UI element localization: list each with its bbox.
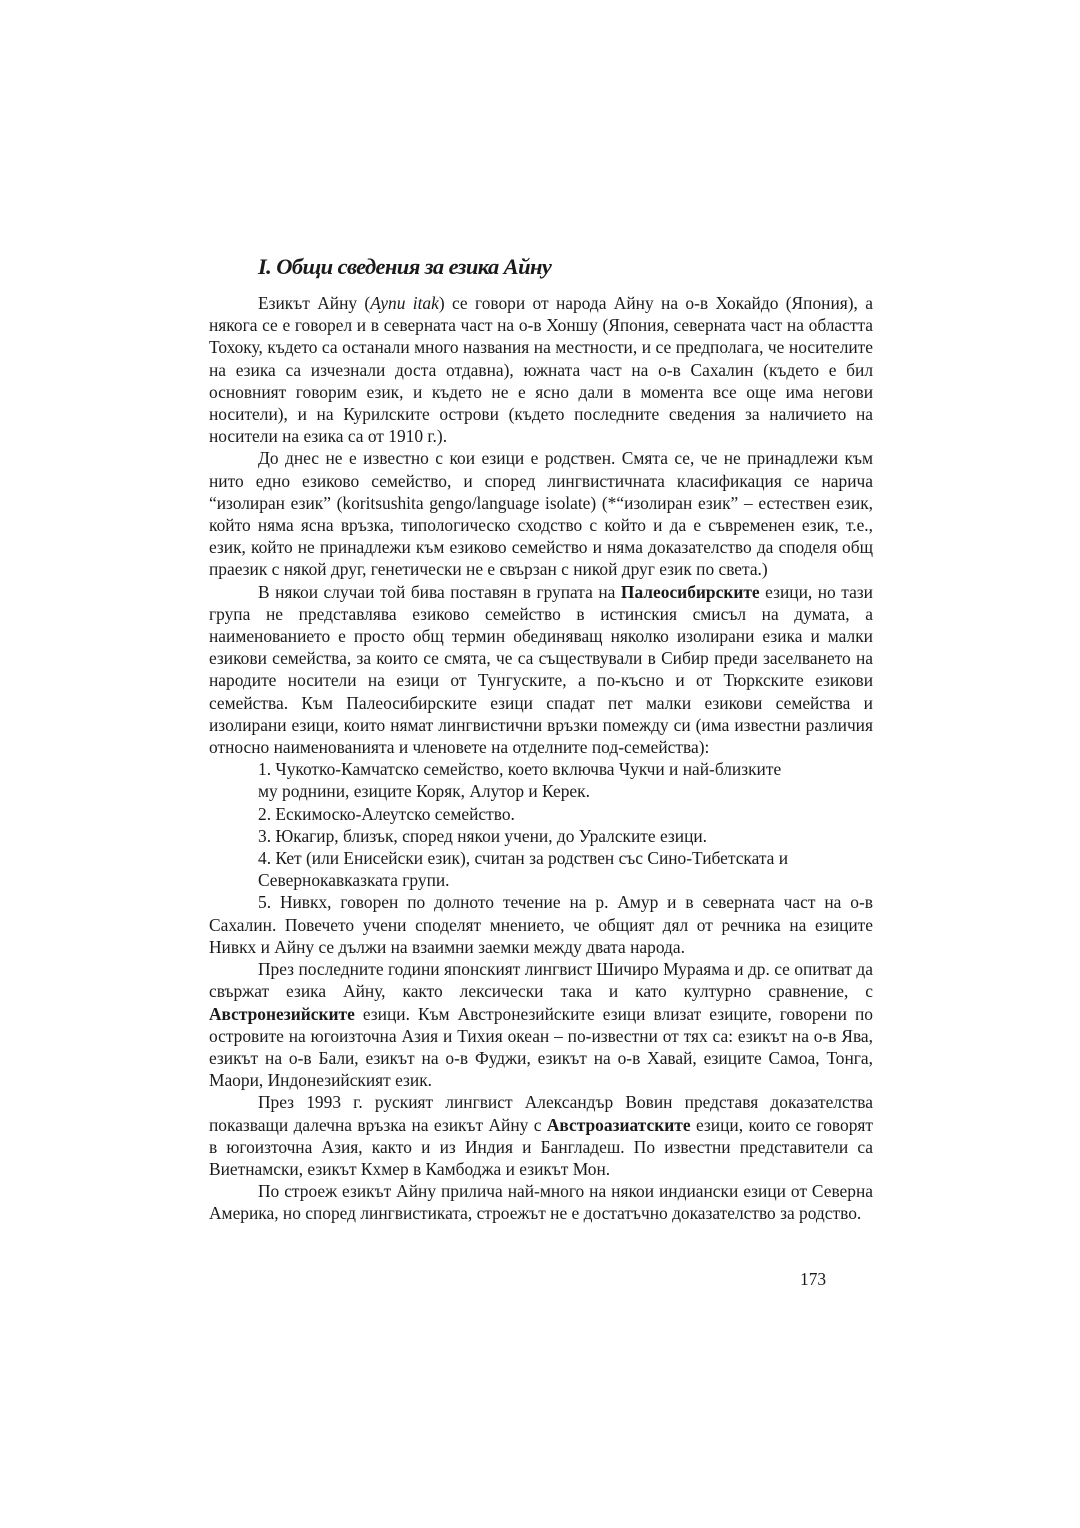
austroasiatic-term: Австроазиатските: [546, 1114, 691, 1135]
paragraph-5: [209, 1091, 873, 1180]
paragraph-4: [209, 958, 873, 1091]
paragraph-5-text-a: През 1993 г. руският лингвист Александър Вовин представя доказателства показващи далечна връзка на езикът Айну с: [209, 1092, 873, 1135]
list-item-1-line-2: му роднини, езиците Коряк, Алутор и Керек.: [258, 781, 590, 802]
list-item-3: 3. Юкагир, близък, според някои учени, до Уралските езици.: [258, 825, 708, 846]
paragraph-1: [209, 292, 873, 447]
paragraph-3-text-b: езици, но тази група не представлява езиково семейство в истинския смисъл на думата, а наименованието е просто общ термин обединяващ няколко изолирани езика и малки езикови семейства, за които се смята, че са съществували в Сибир преди заселването на народите носители на езици от Тунгуските, а по-късно и от Тюркските езикови семейства. Към Палеосибирските езици спадат пет малки езикови семейства и изолирани езици, които нямат лингвистични връзки помежду си (има известни различия относно наименованията и членовете на отделните под-семейства):: [209, 581, 873, 758]
paragraph-6: По строеж езикът Айну прилича най-много на някои индиански езици от Северна Америка, но според лингвистиката, строежът не е достатъчно доказателство за родство.: [209, 1181, 873, 1224]
list-item-2: 2. Ескимоско-Алеутско семейство.: [258, 803, 515, 824]
list-item-4-line-2: Севернокавказката групи.: [258, 870, 450, 891]
section-heading: I. Общи сведения за езика Айну: [258, 254, 552, 279]
page-body: [209, 252, 873, 1225]
paragraph-4-text-a: През последните години японският лингвист Шичиро Мураяма и др. се опитват да свържат езика Айну, както лексически така и като културно сравнение, с: [209, 959, 873, 1002]
paragraph-5-text-b: езици, които се говорят в югоизточна Азия, както и из Индия и Бангладеш. По известни представители са Виетнамски, езикът Кхмер в Камбоджа и езикът Мон.: [209, 1114, 873, 1179]
austronesian-term: Австронезийските: [209, 1003, 355, 1024]
ainu-itak-term: Аупи itak: [370, 293, 439, 313]
paragraph-4-text-b: езици. Към Австронезийските езици влизат езиците, говорени по островите на югоизточна Азия и Тихия океан – по-известни от тях са: езикът на о-в Ява, езикът на о-в Бали, езикът на о-в Фуджи, езикът на о-в Хавай, езиците Самоа, Тонга, Маори, Индонезийският език.: [209, 1003, 873, 1091]
list-item-5: 5. Нивкх, говорен по долното течение на р. Амур и в северната част на о-в Сахалин. Повечето учени споделят мнението, че общият дял от речника на езиците Нивкх и Айну се дължи на взаимни заемки между двата народа.: [209, 892, 873, 957]
paragraph-1-text-b: ) се говори от народа Айну на о-в Хокайдо (Япония), а някога се е говорел и в северната част на о-в Хоншу (Япония, северната част на областта Тохоку, където са останали много названия на местности, и се предполага, че носителите на езика са изчезнали доста отдавна), южната част на о-в Сахалин (където е бил основният говорим език, и където не е ясно дали в момента все още има негови носители), и на Курилските острови (където последните сведения за наличието на носители на езика са от 1910 г.).: [209, 293, 873, 447]
list-item-1-line-1: 1. Чукотко-Камчатско семейство, което включва Чукчи и най-близките: [258, 759, 782, 780]
paragraph-2: До днес не е известно с кои езици е родствен. Смята се, че не принадлежи към нито едно езиково семейство, и според лингвистичната класификация се нарича “изолиран език” (koritsushita gengo/language isolate) (*“изолиран език” – естествен език, който няма ясна връзка, типологическо сходство с който и да е съвременен език, т.е., език, който не принадлежи към езиково семейство и няма доказателство да споделя общ праезик с някой друг, генетически не е свързан с никой друг език по света.): [209, 448, 873, 580]
list-item-4-line-1: 4. Кет (или Енисейски език), считан за родствен със Сино-Тибетската и: [258, 848, 789, 869]
paragraph-1-text-a: Езикът Айну (: [258, 293, 371, 313]
page-number: 173: [800, 1269, 827, 1289]
paragraph-3: [209, 581, 873, 759]
paragraph-3-text-a: В някои случаи той бива поставян в групата на: [258, 581, 621, 602]
paleosiberian-term: Палеосибирските: [620, 581, 760, 602]
